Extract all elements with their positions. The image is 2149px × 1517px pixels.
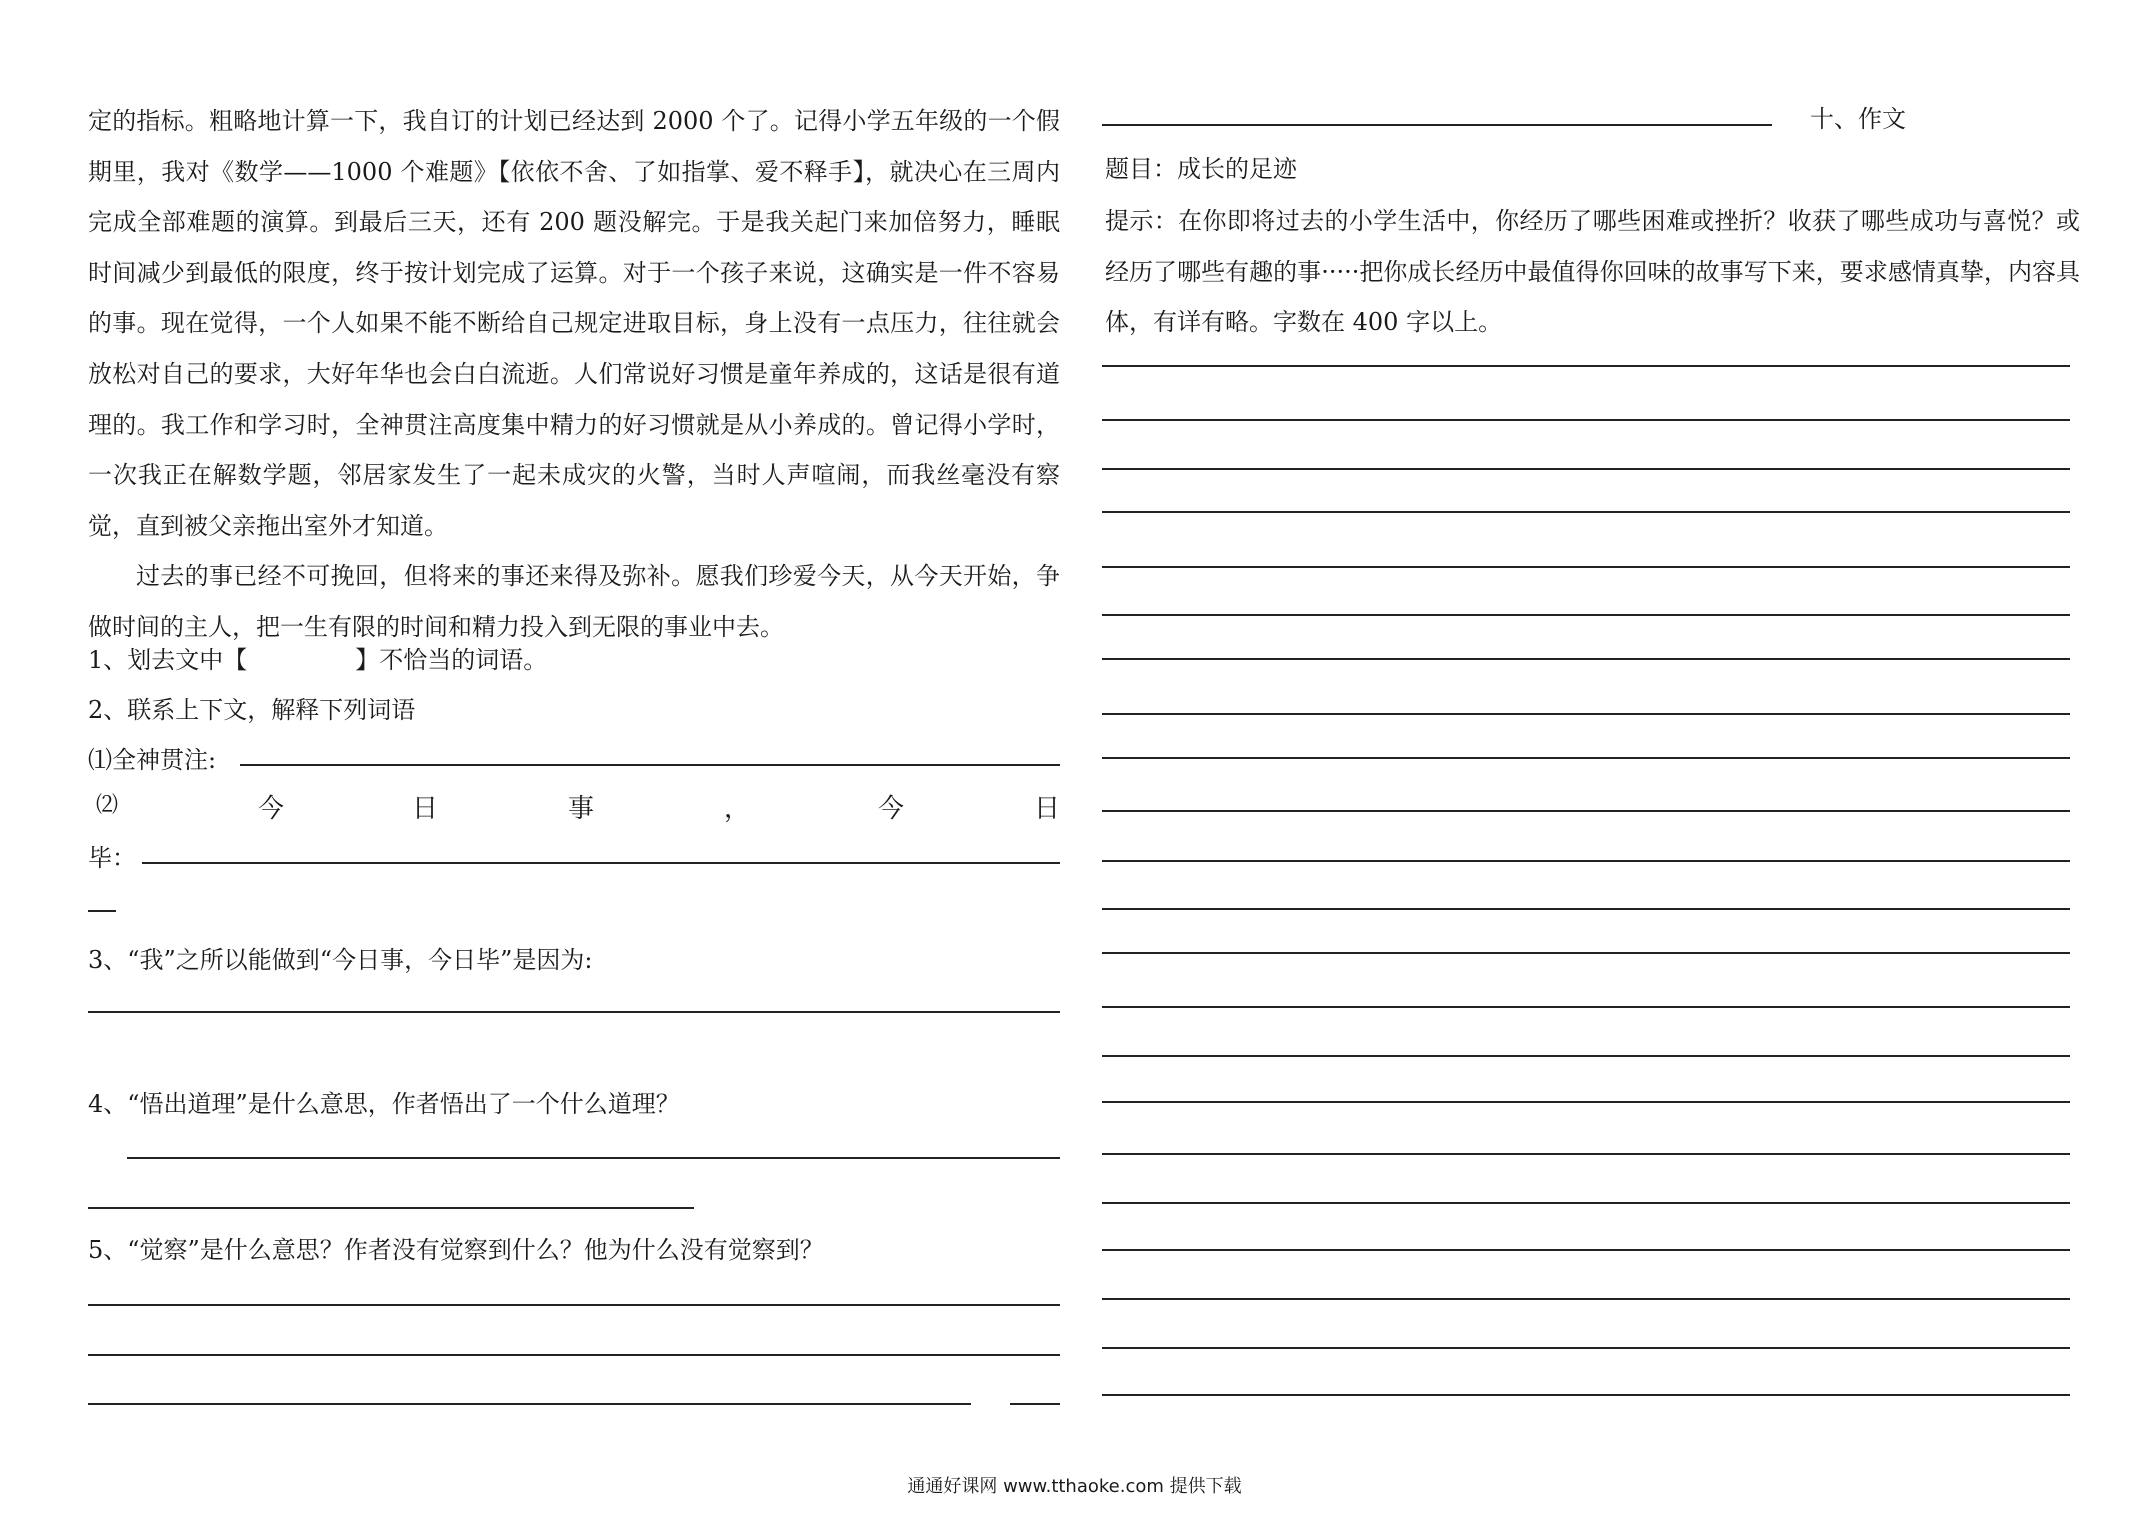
question-4-answer-line[interactable]	[127, 1157, 1060, 1159]
question-1-suffix: 】不恰当的词语。	[355, 646, 548, 674]
writing-line[interactable]	[1102, 1006, 2070, 1008]
writing-line[interactable]	[1102, 1249, 2070, 1251]
writing-line[interactable]	[1102, 810, 2070, 812]
writing-line[interactable]	[1102, 1202, 2070, 1204]
writing-line[interactable]	[1102, 468, 2070, 470]
writing-line[interactable]	[1102, 1055, 2070, 1057]
passage-paragraph-2: 过去的事已经不可挽回，但将来的事还来得及弥补。愿我们珍爱今天，从今天开始，争做时间的主人，把一生有限的时间和精力投入到无限的事业中去。	[88, 562, 1060, 641]
question-1	[88, 640, 547, 675]
question-2-2-char: 日	[412, 794, 439, 824]
writing-line[interactable]	[1102, 952, 2070, 954]
writing-line[interactable]	[1102, 365, 2070, 367]
writing-line[interactable]	[1102, 419, 2070, 421]
writing-line[interactable]	[1102, 1347, 2070, 1349]
question-2-1-label: ⑴全神贯注:	[88, 746, 217, 774]
question-4-answer-line[interactable]	[88, 1207, 694, 1209]
composition-section-heading: 十、作文	[1810, 105, 1906, 133]
writing-line[interactable]	[1102, 1298, 2070, 1300]
question-2-2-tail: 毕：	[88, 844, 136, 872]
writing-line[interactable]	[1102, 566, 2070, 568]
writing-line[interactable]	[1102, 658, 2070, 660]
passage	[88, 96, 1060, 653]
question-1-prefix: 1、划去文中【	[88, 646, 248, 674]
question-2-2-char: 今	[878, 794, 905, 824]
question-3: 3、“我”之所以能做到“今日事，今日毕”是因为:	[88, 946, 593, 974]
composition-hint: 提示：在你即将过去的小学生活中，你经历了哪些困难或挫折？收获了哪些成功与喜悦？或经历了哪些有趣的事·····把你成长经历中最值得你回味的故事写下来，要求感情真挚，内容具体，有详有略。字数在 400 字以上。	[1105, 207, 2080, 337]
question-2-2-char: 今	[258, 794, 285, 824]
composition-hint-block	[1105, 196, 2080, 348]
question-3-answer-line[interactable]	[88, 1011, 1060, 1013]
writing-line[interactable]	[1102, 511, 2070, 513]
writing-line[interactable]	[1102, 757, 2070, 759]
question-5-answer-line[interactable]	[88, 1403, 971, 1405]
writing-line[interactable]	[1102, 1394, 2070, 1396]
question-5: 5、“觉察”是什么意思？作者没有觉察到什么？他为什么没有觉察到？	[88, 1236, 824, 1264]
writing-line[interactable]	[1102, 713, 2070, 715]
writing-line[interactable]	[1102, 908, 2070, 910]
question-5-answer-line[interactable]	[88, 1304, 1060, 1306]
composition-top-line	[1102, 124, 1772, 126]
question-2-2-char: 日	[1034, 794, 1061, 824]
writing-line[interactable]	[1102, 860, 2070, 862]
writing-line[interactable]	[1102, 1153, 2070, 1155]
question-2-2-answer-line[interactable]	[142, 862, 1060, 864]
question-2: 2、联系上下文，解释下列词语	[88, 696, 416, 724]
question-2-2-char: 事	[568, 794, 595, 824]
question-5-answer-line[interactable]	[88, 1354, 1060, 1356]
footer-credit: 通通好课网 www.tthaoke.com 提供下载	[907, 1476, 1242, 1497]
question-2-1-answer-line[interactable]	[240, 764, 1060, 766]
writing-line[interactable]	[1102, 614, 2070, 616]
question-5-answer-line[interactable]	[1010, 1403, 1060, 1405]
passage-paragraph-1: 定的指标。粗略地计算一下，我自订的计划已经达到 2000 个了。记得小学五年级的一个假期里，我对《数学——1000 个难题》【依依不舍、了如指掌、爱不释手】，就决心在三周内完成全部难题的演算。到最后三天，还有 200 题没解完。于是我关起门来加倍努力，睡眠时间减少到最低的限度，终于按计划完成了运算。对于一个孩子来说，这确实是一件不容易的事。现在觉得，一个人如果不能不断给自己规定进取目标，身上没有一点压力，往往就会放松对自己的要求，大好年华也会白白流逝。人们常说好习惯是童年养成的，这话是很有道理的。我工作和学习时，全神贯注高度集中精力的好习惯就是从小养成的。曾记得小学时，一次我正在解数学题，邻居家发生了一起未成灾的火警，当时人声喧闹，而我丝毫没有察觉，直到被父亲拖出室外才知道。	[88, 107, 1060, 540]
question-2-2-answer-line-short[interactable]	[88, 910, 116, 912]
question-2-2-char: ，	[724, 794, 751, 824]
writing-line[interactable]	[1102, 1101, 2070, 1103]
composition-title: 题目：成长的足迹	[1105, 155, 1297, 183]
question-4: 4、“悟出道理”是什么意思，作者悟出了一个什么道理？	[88, 1090, 680, 1118]
question-2-2-number: ⑵	[96, 793, 119, 818]
